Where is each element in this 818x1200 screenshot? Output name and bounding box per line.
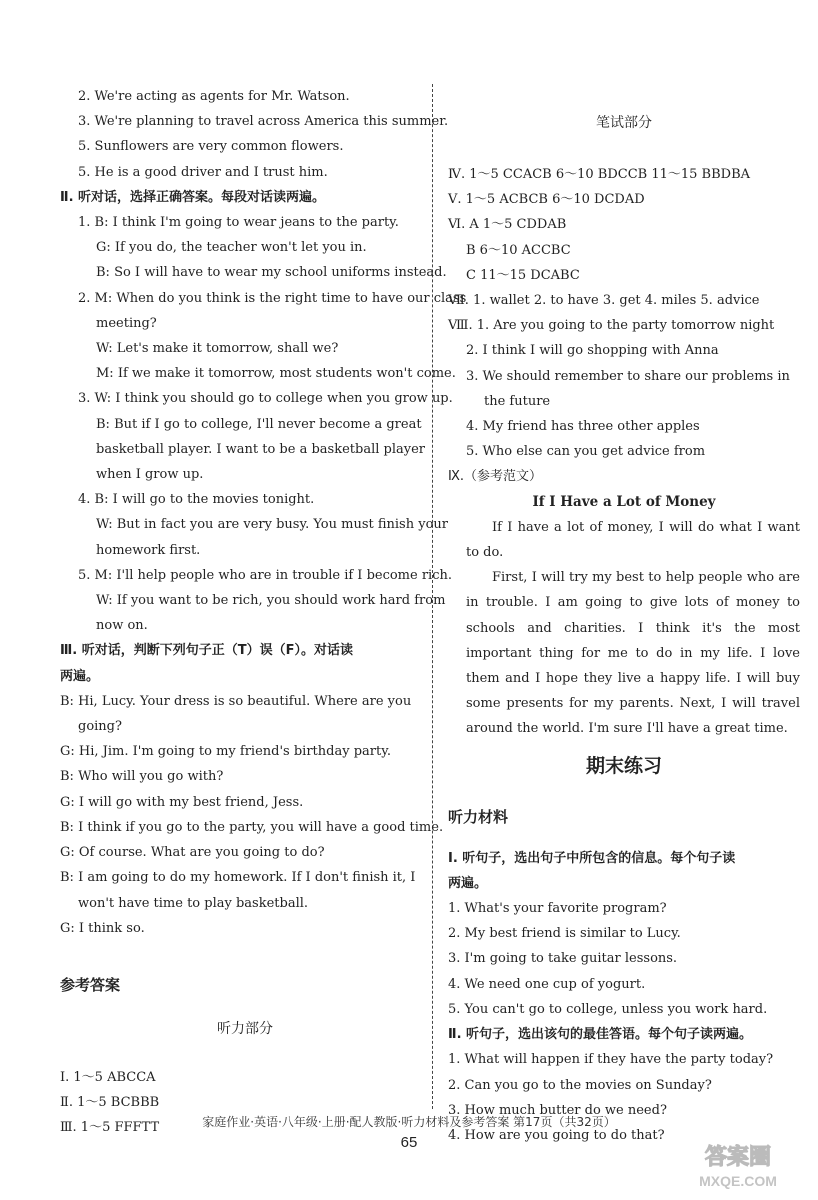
section-heading: 两遍。 bbox=[448, 875, 488, 891]
answer-line: 2. I think I will go shopping with Anna bbox=[466, 343, 719, 359]
dialogue-line: 5. M: I'll help people who are in trouble if I become rich. bbox=[78, 567, 452, 583]
conversation-line: B: I think if you go to the party, you will have a good time. bbox=[60, 819, 444, 835]
dialogue-line: M: If we make it tomorrow, most students won't come. bbox=[96, 366, 456, 382]
conversation-line: G: I think so. bbox=[60, 920, 145, 936]
watermark-logo bbox=[672, 1138, 804, 1194]
conversation-line: G: Of course. What are you going to do? bbox=[60, 845, 325, 861]
listening-line: 2. We're acting as agents for Mr. Watson. bbox=[78, 89, 350, 104]
essay-paragraph: First, I will try my best to help people who are in trouble. I am going to give lots of money to schools and charities. I think it's the most important thing for me to do in my life. I love them and I hope they live a happy life. I will buy some presents for my parents. Next, I will travel around the world. I'm sure I'll have a great time. bbox=[466, 570, 800, 737]
conversation-line: B: Who will you go with? bbox=[60, 769, 224, 785]
answers-heading: 参考答案 bbox=[60, 975, 121, 994]
page-number: 65 bbox=[400, 1134, 418, 1151]
essay-title: If I Have a Lot of Money bbox=[532, 493, 716, 510]
section-heading: Ⅰ. 听句子，选出句子中所包含的信息。每个句子读 bbox=[448, 850, 736, 866]
answer-line: C 11～15 DCABC bbox=[466, 267, 580, 283]
sentence-line: 5. You can't go to college, unless you work hard. bbox=[448, 1001, 768, 1017]
answer-line: Ⅰ. 1～5 ABCCA bbox=[60, 1069, 156, 1085]
section-heading: 两遍。 bbox=[60, 668, 100, 684]
dialogue-line: W: But in fact you are very busy. You must finish your bbox=[96, 517, 448, 533]
sentence-line: 4. We need one cup of yogurt. bbox=[448, 976, 646, 992]
answer-line: B 6～10 ACCBC bbox=[466, 242, 571, 258]
dialogue-line: 1. B: I think I'm going to wear jeans to the party. bbox=[78, 215, 399, 231]
dialogue-line: W: If you want to be rich, you should work hard from bbox=[96, 593, 446, 609]
sentence-line: 4. How are you going to do that? bbox=[448, 1127, 665, 1143]
sentence-line: 2. My best friend is similar to Lucy. bbox=[448, 926, 681, 942]
listening-material-heading: 听力材料 bbox=[448, 807, 509, 826]
dialogue-line: 4. B: I will go to the movies tonight. bbox=[78, 492, 315, 508]
sentence-line: 3. I'm going to take guitar lessons. bbox=[448, 951, 678, 967]
left-column bbox=[60, 84, 467, 1141]
dialogue-line: W: Let's make it tomorrow, shall we? bbox=[96, 341, 339, 357]
dialogue-line: now on. bbox=[96, 618, 148, 634]
watermark-text: 答案圈 bbox=[704, 1145, 772, 1170]
dialogue-line: G: If you do, the teacher won't let you in. bbox=[96, 240, 367, 256]
watermark-url: MXQE.COM bbox=[699, 1173, 777, 1189]
conversation-line: G: I will go with my best friend, Jess. bbox=[60, 794, 304, 810]
conversation-line: won't have time to play basketball. bbox=[78, 895, 309, 911]
listening-line: 5. He is a good driver and I trust him. bbox=[78, 164, 328, 180]
answer-line: 3. We should remember to share our problems in bbox=[466, 368, 790, 384]
sentence-line: 2. Can you go to the movies on Sunday? bbox=[448, 1077, 712, 1093]
section-heading: Ⅱ. 听句子，选出该句的最佳答语。每个句子读两遍。 bbox=[448, 1027, 753, 1043]
conversation-line: going? bbox=[78, 719, 122, 735]
sentence-line: 1. What's your favorite program? bbox=[448, 901, 667, 917]
written-part-heading: 笔试部分 bbox=[596, 115, 652, 131]
answer-line: Ⅳ. 1～5 CCACB 6～10 BDCCB 11～15 BBDBA bbox=[448, 167, 751, 182]
essay-label: Ⅸ.（参考范文） bbox=[448, 469, 543, 485]
answer-line: Ⅲ. 1～5 FFFTT bbox=[60, 1120, 160, 1136]
dialogue-line: basketball player. I want to be a basketball player bbox=[96, 441, 426, 457]
conversation-line: G: Hi, Jim. I'm going to my friend's birthday party. bbox=[60, 744, 391, 760]
answer-line: Ⅶ. 1. wallet 2. to have 3. get 4. miles 5. advice bbox=[448, 293, 760, 309]
dialogue-line: meeting? bbox=[96, 315, 157, 331]
essay-paragraph: If I have a lot of money, I will do what I want to do. bbox=[466, 519, 800, 561]
dialogue-line: when I grow up. bbox=[96, 467, 204, 483]
dialogue-line: homework first. bbox=[96, 542, 201, 558]
answer-line: 4. My friend has three other apples bbox=[466, 419, 700, 435]
dialogue-line: 2. M: When do you think is the right time to have our class bbox=[78, 290, 467, 306]
dialogue-line: 3. W: I think you should go to college when you grow up. bbox=[78, 391, 453, 407]
sentence-line: 1. What will happen if they have the party today? bbox=[448, 1052, 774, 1068]
listening-line: 3. We're planning to travel across America this summer. bbox=[78, 114, 449, 130]
answer-line: Ⅷ. 1. Are you going to the party tomorrow night bbox=[448, 318, 775, 334]
final-practice-heading: 期末练习 bbox=[585, 754, 662, 777]
conversation-line: B: I am going to do my homework. If I don't finish it, I bbox=[60, 870, 416, 886]
answer-line: Ⅴ. 1～5 ACBCB 6～10 DCDAD bbox=[448, 192, 645, 208]
answer-line: Ⅱ. 1～5 BCBBB bbox=[60, 1095, 160, 1111]
sentence-line: 3. How much butter do we need? bbox=[448, 1102, 667, 1118]
section-heading: Ⅲ. 听对话，判断下列句子正（T）误（F）。对话读 bbox=[60, 643, 354, 659]
answer-line: the future bbox=[484, 393, 551, 409]
answer-line: 5. Who else can you get advice from bbox=[466, 444, 706, 460]
listening-part-heading: 听力部分 bbox=[217, 1020, 273, 1037]
answer-line: Ⅵ. A 1～5 CDDAB bbox=[448, 217, 567, 233]
dialogue-line: B: So I will have to wear my school uniforms instead. bbox=[96, 265, 447, 281]
right-column bbox=[448, 84, 800, 1148]
page-footer: 家庭作业·英语·八年级·上册·配人教版·听力材料及参考答案 第17页（共32页） bbox=[202, 1115, 616, 1129]
section-heading: Ⅱ. 听对话，选择正确答案。每段对话读两遍。 bbox=[60, 189, 326, 205]
dialogue-line: B: But if I go to college, I'll never become a great bbox=[96, 416, 422, 432]
listening-line: 5. Sunflowers are very common flowers. bbox=[78, 139, 344, 155]
conversation-line: B: Hi, Lucy. Your dress is so beautiful. Where are you bbox=[60, 693, 412, 709]
